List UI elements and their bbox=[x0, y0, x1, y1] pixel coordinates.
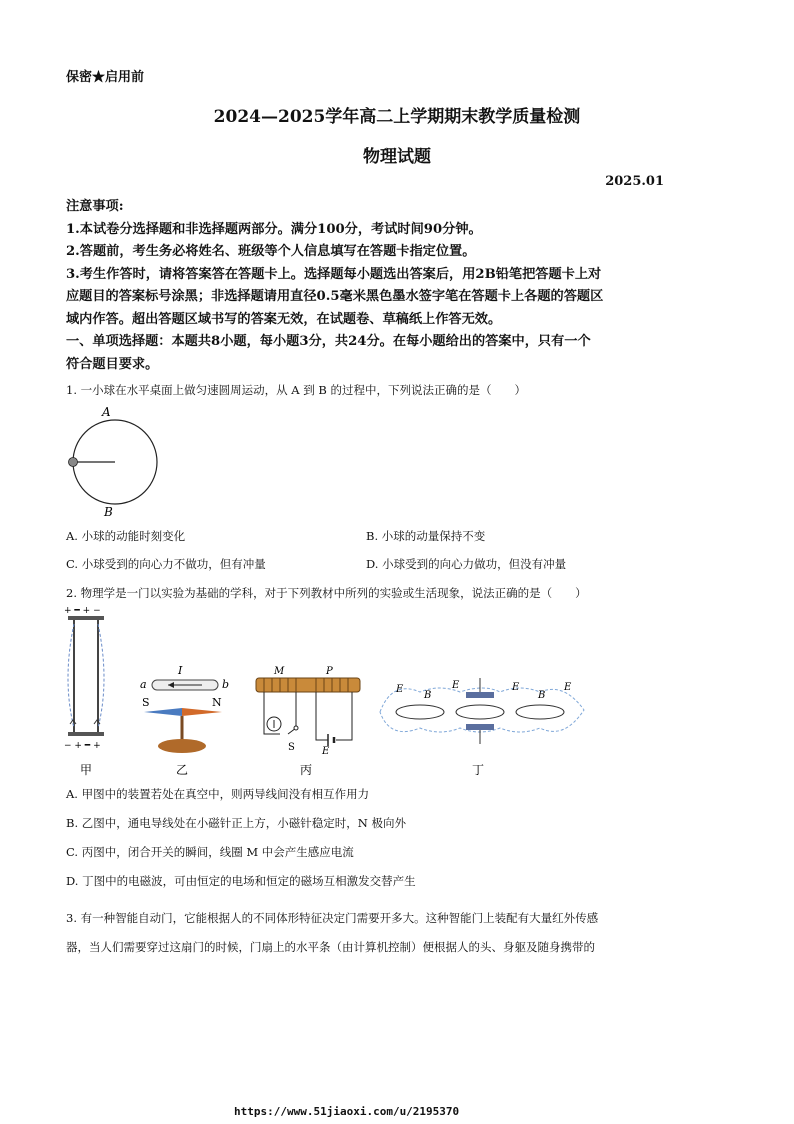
figure-jia-parallel-wires bbox=[64, 606, 104, 777]
magnetic-loop-1 bbox=[396, 705, 444, 719]
note-line: 3.考生作答时，请将答案答在答题卡上。选择题每小题选出答案后，用2B铅笔把答题卡上对 bbox=[66, 266, 602, 282]
notes-block bbox=[66, 196, 676, 331]
yi-label-a: a bbox=[140, 678, 147, 691]
ding-label-b: B bbox=[424, 690, 432, 701]
bottom-bar bbox=[68, 732, 104, 736]
q2-option-d: D. 丁图中的电磁波，可由恒定的电场和恒定的磁场互相激发交替产生 bbox=[66, 874, 416, 888]
bing-label-m: M bbox=[274, 666, 285, 677]
section-heading bbox=[66, 331, 676, 376]
capacitor-plate-top bbox=[466, 692, 494, 698]
caption-ding: 丁 bbox=[472, 763, 485, 777]
yi-label-n: N bbox=[212, 696, 222, 709]
footer-url[interactable]: https://www.51jiaoxi.com/u/2195370 bbox=[234, 1105, 460, 1118]
terminal-labels-top: + ━ + − bbox=[64, 606, 101, 616]
exam-title: 2024—2025学年高二上学期期末教学质量检测 bbox=[213, 107, 581, 127]
q1-option-a: A. 小球的动能时刻变化 bbox=[66, 529, 186, 543]
q3-line: 器，当人们需要穿过这扇门的时候，门扇上的水平条（由计算机控制）便根据人的头、身躯及随身携带的 bbox=[66, 940, 595, 954]
figure-bing-coils bbox=[256, 666, 360, 777]
ding-label-e: E bbox=[396, 684, 404, 695]
magnetic-loop-3 bbox=[516, 705, 564, 719]
q1-option-d: D. 小球受到的向心力做功，但没有冲量 bbox=[366, 557, 567, 571]
exam-date: 2025.01 bbox=[605, 174, 664, 189]
needle-south bbox=[144, 708, 182, 716]
caption-yi: 乙 bbox=[176, 763, 189, 777]
bing-label-s: S bbox=[288, 742, 295, 753]
point-b-label: B bbox=[104, 505, 113, 519]
q2-option-b: B. 乙图中，通电导线处在小磁针正上方，小磁针稳定时，N 极向外 bbox=[66, 816, 406, 830]
q3-line: 3. 有一种智能自动门，它能根据人的不同体形特征决定门需要开多大。这种智能门上装配有大量红外传感 bbox=[66, 911, 599, 925]
question-2-stem: 2. 物理学是一门以实验为基础的学科，对于下列教材中所列的实验或生活现象，说法正确的是（ ） bbox=[66, 586, 587, 600]
exam-subject: 物理试题 bbox=[363, 147, 431, 167]
terminal-labels-bottom: − + ━ + bbox=[64, 741, 101, 751]
bing-label-e: E bbox=[322, 746, 330, 757]
note-line: 域内作答。超出答题区域书写的答案无效，在试题卷、草稿纸上作答无效。 bbox=[66, 311, 502, 327]
top-bar bbox=[68, 616, 104, 620]
note-line: 2.答题前，考生务必将姓名、班级等个人信息填写在答题卡指定位置。 bbox=[66, 244, 476, 259]
section-line: 一、单项选择题：本题共8小题，每小题3分，共24分。在每小题给出的答案中，只有一个 bbox=[66, 334, 591, 349]
ding-label-e: E bbox=[564, 682, 572, 693]
ding-label-b: B bbox=[538, 690, 546, 701]
question-1-stem: 1. 一小球在水平桌面上做匀速圆周运动，从 A 到 B 的过程中，下列说法正确的是（ ） bbox=[66, 383, 527, 397]
circuit-p bbox=[316, 692, 352, 740]
point-a-label: A bbox=[102, 405, 111, 419]
circle-motion-figure bbox=[60, 402, 170, 520]
q2-option-c: C. 丙图中，闭合开关的瞬间，线圈 M 中会产生感应电流 bbox=[66, 845, 354, 859]
note-line: 1.本试卷分选择题和非选择题两部分。满分100分，考试时间90分钟。 bbox=[66, 221, 482, 237]
switch-contact bbox=[294, 726, 298, 730]
ball bbox=[69, 458, 78, 467]
yi-label-i: I bbox=[178, 664, 183, 677]
confidential-mark: 保密★启用前 bbox=[66, 70, 145, 85]
figure-ding-em-wave bbox=[380, 678, 584, 777]
bing-label-p: P bbox=[326, 666, 333, 677]
note-line: 应题目的答案标号涂黑；非选择题请用直径0.5毫米黑色墨水签字笔在答题卡上各题的答题区 bbox=[66, 289, 604, 304]
caption-bing: 丙 bbox=[300, 763, 313, 777]
q1-option-b: B. 小球的动量保持不变 bbox=[366, 529, 486, 543]
yi-label-s: S bbox=[142, 696, 150, 709]
magnetic-loop-2 bbox=[456, 705, 504, 719]
q2-option-a: A. 甲图中的装置若处在真空中，则两导线间没有相互作用力 bbox=[66, 787, 370, 801]
ding-label-e: E bbox=[452, 680, 460, 691]
notes-heading: 注意事项: bbox=[66, 199, 124, 214]
question-3-stem bbox=[66, 904, 676, 962]
ding-label-e: E bbox=[512, 682, 520, 693]
q1-option-c: C. 小球受到的向心力不做功，但有冲量 bbox=[66, 557, 266, 571]
figure-yi-compass bbox=[140, 664, 229, 777]
capacitor-plate-bottom bbox=[466, 724, 494, 730]
experiment-figures bbox=[60, 604, 572, 780]
needle-north bbox=[182, 708, 222, 716]
caption-jia: 甲 bbox=[80, 763, 93, 777]
yi-label-b: b bbox=[222, 678, 230, 691]
compass-base bbox=[158, 739, 206, 753]
section-line: 符合题目要求。 bbox=[66, 356, 159, 372]
